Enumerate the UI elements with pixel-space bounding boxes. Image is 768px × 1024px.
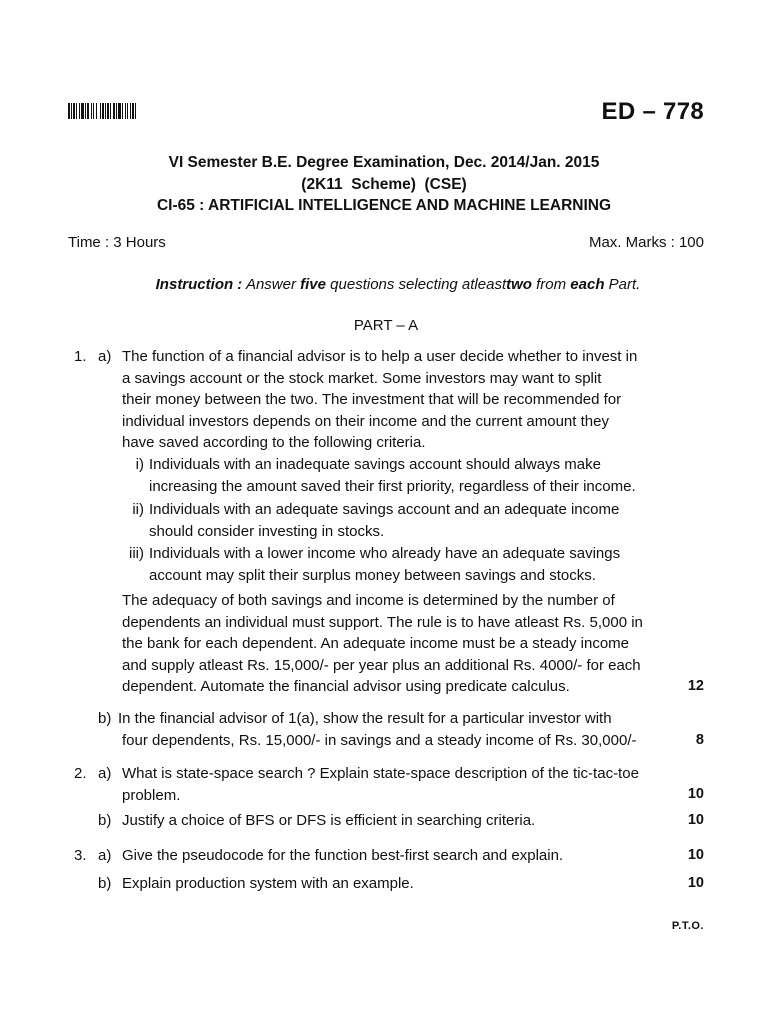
sub-question-label: a)	[98, 847, 112, 864]
sub-question-label: a)	[98, 765, 112, 782]
question-text: Explain production system with an example.	[122, 875, 414, 892]
question-text: four dependents, Rs. 15,000/- in savings and a steady income of Rs. 30,000/-	[122, 731, 637, 749]
criteria-text: Individuals with an adequate savings account and an adequate income	[149, 501, 620, 518]
exam-subject: CI-65 : ARTIFICIAL INTELLIGENCE AND MACHINE LEARNING	[156, 197, 612, 214]
question-text: What is state-space search ? Explain state-space description of the tic-tac-toe	[122, 765, 639, 782]
sub-question-label: b)	[98, 812, 112, 829]
criteria-text: should consider investing in stocks.	[149, 522, 385, 540]
sub-question-label: b)	[98, 875, 112, 892]
criteria-text: Individuals with a lower income who already have an adequate savings	[149, 545, 621, 562]
question-text: the bank for each dependent. An adequate income must be a steady income	[122, 635, 630, 652]
pto-label: P.T.O.	[671, 920, 704, 932]
question-text: and supply atleast Rs. 15,000/- per year plus an additional Rs. 4000/- for each	[122, 656, 641, 674]
criteria-text: Individuals with an inadequate savings account should always make	[149, 456, 601, 473]
question-text: their money between the two. The investment that will be recommended for	[122, 391, 622, 408]
question-text: Give the pseudocode for the function best-first search and explain.	[122, 847, 564, 864]
exam-time: Time : 3 Hours	[68, 234, 166, 251]
instruction-emphasis: two	[506, 276, 532, 293]
question-text: individual investors depends on their income and the current amount they	[122, 412, 609, 430]
criteria-text: account may split their surplus money between savings and stocks.	[149, 566, 596, 584]
instruction-emphasis: five	[300, 276, 326, 293]
marks: 12	[687, 678, 704, 694]
exam-heading	[0, 152, 768, 217]
exam-max-marks: Max. Marks : 100	[588, 234, 704, 251]
criteria-number: iii)	[129, 545, 144, 562]
question-text: a savings account or the stock market. Some investors may want to split	[122, 369, 602, 387]
marks: 10	[687, 847, 704, 863]
instruction-text: questions selecting atleast	[330, 276, 507, 293]
question-text: The function of a financial advisor is to help a user decide whether to invest in	[122, 348, 638, 365]
question-text: Justify a choice of BFS or DFS is efficient in searching criteria.	[122, 812, 536, 829]
instruction-text: from	[536, 276, 567, 293]
barcode	[68, 103, 170, 119]
part-a-heading: PART – A	[353, 317, 419, 334]
question-text: problem.	[122, 786, 181, 804]
question-text: have saved according to the following criteria.	[122, 434, 426, 451]
criteria-number: ii)	[132, 501, 144, 518]
question-number: 2.	[74, 765, 87, 782]
exam-title-line1: VI Semester B.E. Degree Examination, Dec. 2014/Jan. 2015	[168, 154, 600, 171]
exam-title-line2: (2K11 Scheme) (CSE)	[301, 175, 467, 193]
instruction-emphasis: each	[570, 276, 605, 293]
instruction	[0, 276, 768, 293]
question-text: The adequacy of both savings and income is determined by the number of	[122, 592, 615, 609]
sub-question-label: a)	[98, 348, 112, 365]
criteria-number: i)	[135, 456, 144, 473]
instruction-text: Answer	[245, 276, 296, 293]
marks: 8	[695, 732, 704, 748]
marks: 10	[687, 812, 704, 828]
paper-code: ED – 778	[601, 98, 704, 125]
question-text: dependent. Automate the financial advisor using predicate calculus.	[122, 678, 570, 695]
question-number: 3.	[74, 847, 87, 864]
instruction-text: Part.	[608, 276, 641, 293]
question-text: In the financial advisor of 1(a), show the result for a particular investor with	[118, 710, 612, 727]
marks: 10	[687, 786, 704, 802]
sub-question-label: b)	[98, 710, 112, 727]
marks: 10	[687, 875, 704, 891]
criteria-text: increasing the amount saved their first priority, regardless of their income.	[149, 477, 636, 495]
instruction-label: Instruction :	[155, 276, 243, 293]
question-number: 1.	[74, 348, 87, 365]
question-text: dependents an individual must support. The rule is to have atleast Rs. 5,000 in	[122, 613, 643, 631]
